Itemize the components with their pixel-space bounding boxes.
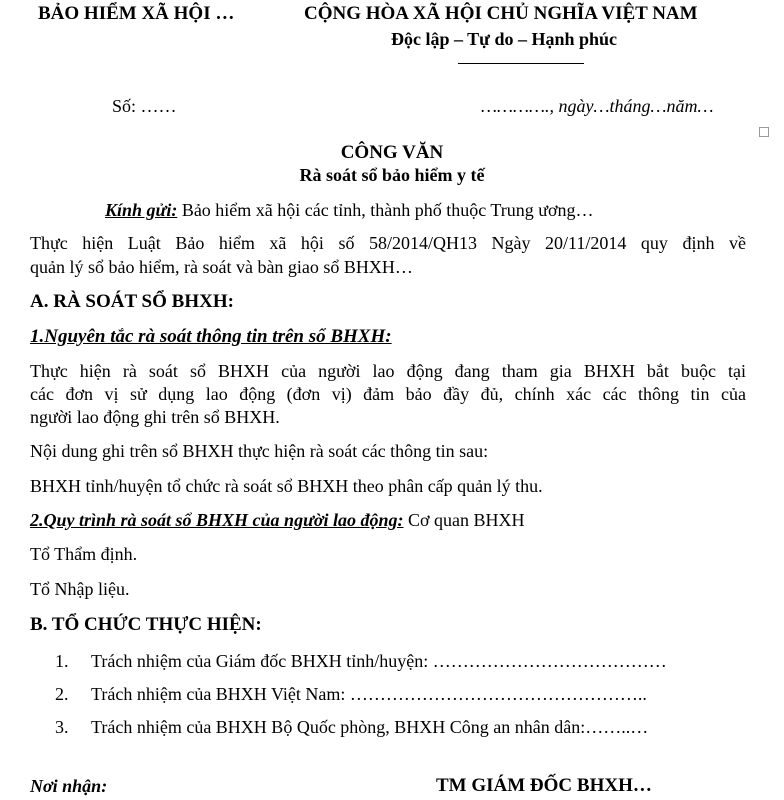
list-item-2-number: 2. [55,684,69,704]
sub1-p2: Nội dung ghi trên sổ BHXH thực hiện rà soát các thông tin sau: [30,441,489,461]
sub1-p3: BHXH tỉnh/huyện tổ chức rà soát sổ BHXH theo phân cấp quản lý thu. [30,476,543,496]
recipient-line [105,200,594,221]
signer-title: TM GIÁM ĐỐC BHXH… [436,775,652,796]
doc-subject: Rà soát sổ bảo hiểm y tế [299,165,485,185]
sub2-heading: 2.Quy trình rà soát sổ BHXH của người lao động: [30,510,404,530]
list-item-1-number: 1. [55,651,69,671]
sub1-p1-line-1: Thực hiện rà soát sổ BHXH của người lao động đang tham gia BHXH bắt buộc tại [30,361,746,381]
list-item-3-number: 3. [55,717,69,737]
agency-name: BẢO HIỂM XÃ HỘI … [38,3,235,24]
country-name: CỘNG HÒA XÃ HỘI CHỦ NGHĨA VIỆT NAM [304,3,698,24]
document-number: Số: …… [112,96,177,116]
sub1-heading: 1.Nguyên tắc rà soát thông tin trên sổ BHXH: [30,326,392,347]
recipient-label: Kính gửi: [105,200,178,220]
list-item-2-text: Trách nhiệm của BHXH Việt Nam: ………………………………………….. [91,684,647,704]
doc-type-title: CÔNG VĂN [340,142,444,163]
section-a-heading: A. RÀ SOÁT SỔ BHXH: [30,291,234,312]
sub2-item-1: Tổ Thẩm định. [30,544,138,564]
motto-underline [458,63,584,64]
sub2-item-2: Tổ Nhập liệu. [30,579,130,599]
list-item-1-text: Trách nhiệm của Giám đốc BHXH tỉnh/huyện: ………………………………… [91,651,667,671]
margin-box-icon [759,127,769,137]
place-date: …………., ngày…tháng…năm… [481,96,714,116]
section-b-heading: B. TỔ CHỨC THỰC HIỆN: [30,614,262,635]
sub1-p1-line-3: người lao động ghi trên sổ BHXH. [30,407,280,427]
motto: Độc lập – Tự do – Hạnh phúc [391,29,618,49]
sub2-heading-rest: Cơ quan BHXH [403,510,525,530]
sub2-heading-line [30,510,525,531]
recipients-label: Nơi nhận: [30,776,108,796]
list-item-3-text: Trách nhiệm của BHXH Bộ Quốc phòng, BHXH Công an nhân dân:……..… [91,717,649,737]
intro-line-2: quản lý sổ bảo hiểm, rà soát và bàn giao sổ BHXH… [30,257,413,277]
intro-line-1: Thực hiện Luật Bảo hiểm xã hội số 58/2014/QH13 Ngày 20/11/2014 quy định về [30,233,746,253]
recipient-value: Bảo hiểm xã hội các tỉnh, thành phố thuộc Trung ương… [177,200,594,220]
sub1-p1-line-2: các đơn vị sử dụng lao động (đơn vị) đảm bảo đầy đủ, chính xác các thông tin của [30,384,746,404]
